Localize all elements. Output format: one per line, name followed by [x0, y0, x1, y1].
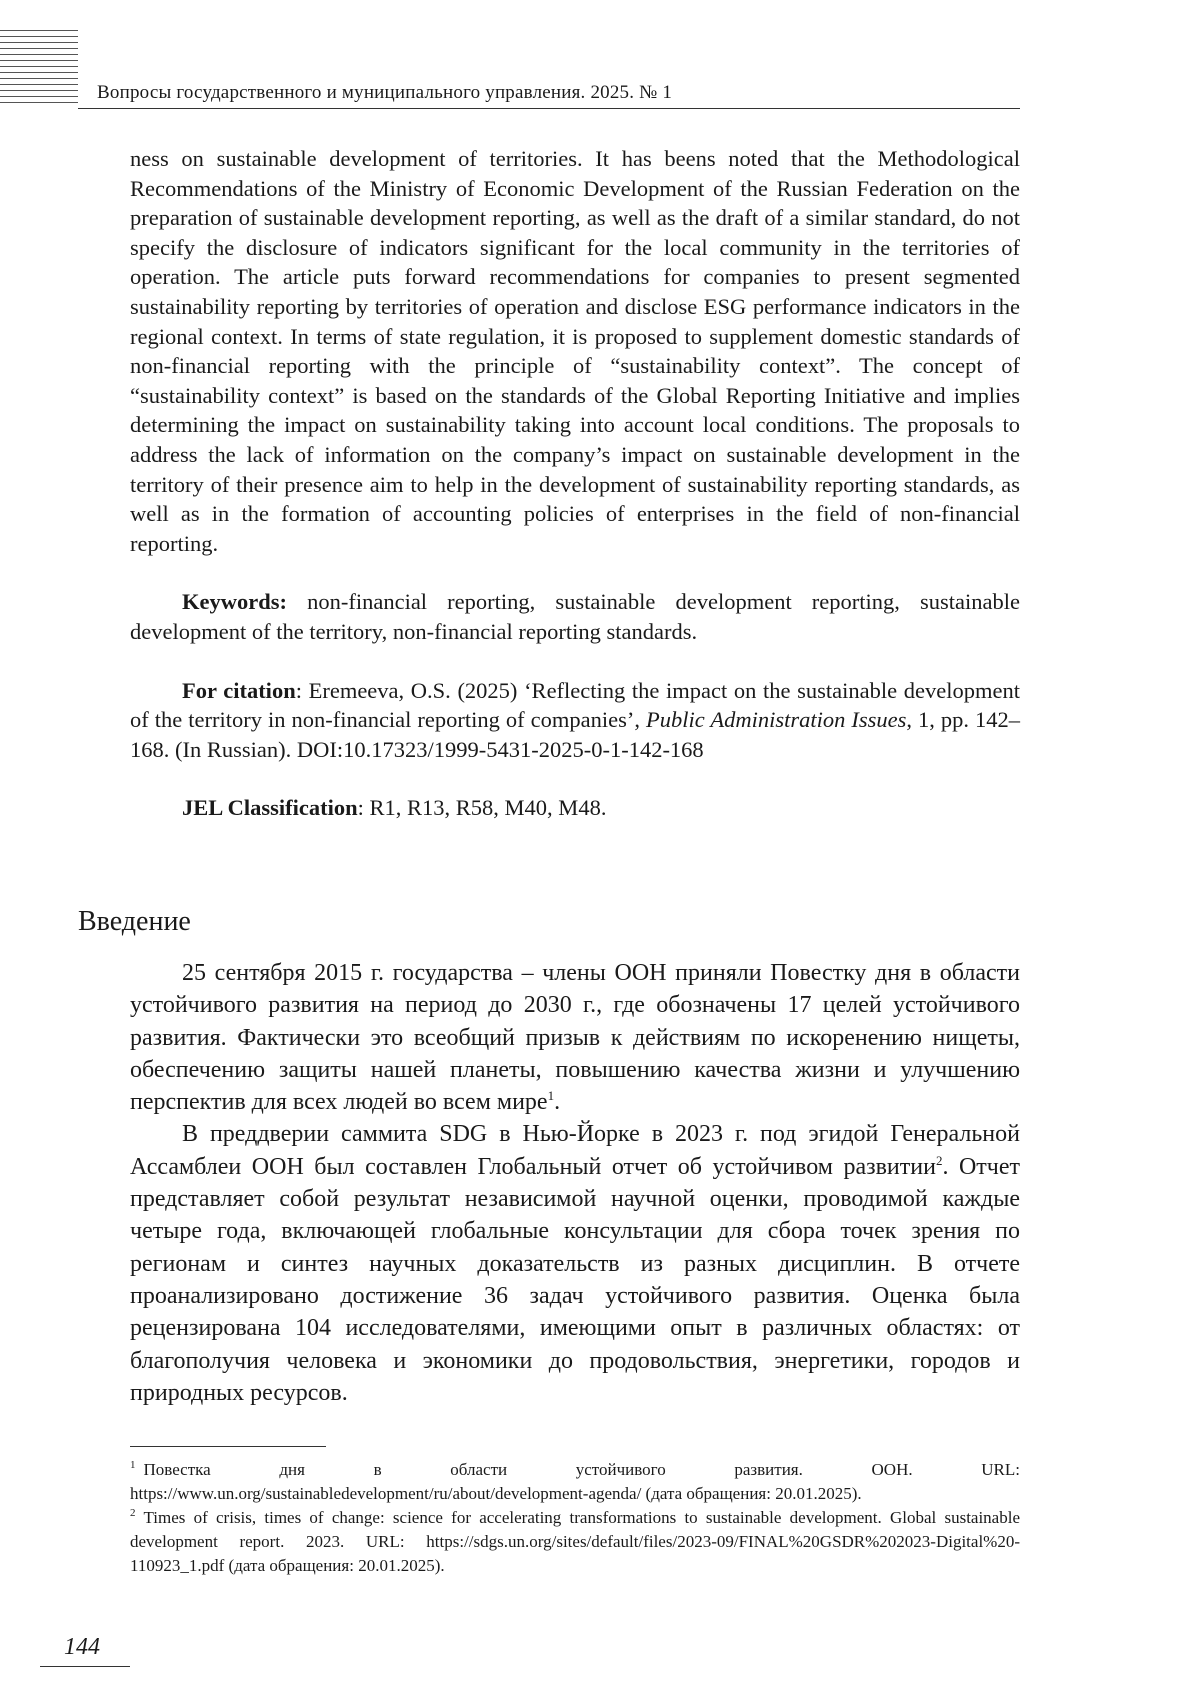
- footnote-rule: [130, 1446, 326, 1447]
- section-title: Введение: [78, 906, 191, 937]
- body-paragraph-2-rest: . Отчет представляет собой результат независимой научной оценки, проводимой каждые четыре года, включающей глобальные консультации для сбора точек зрения по регионам и синтез научных доказательств из разных дисциплин. В отчете проанализировано достижение 36 задач устойчивого развития. Оценка была рецензирована 104 исследователями, имеющими опыт в различных областях: от благополучия человека и экономики до продовольствия, энергетики, городов и природных ресурсов.: [130, 1153, 1021, 1406]
- header-decoration-lines: [0, 30, 78, 106]
- body-paragraph-1-end: .: [554, 1089, 561, 1116]
- citation-label: For citation: [182, 677, 296, 703]
- footnote-text: Times of crisis, times of change: science for accelerating transformations to sustainable development. Global sustainable development report. 2023. URL: https://sdgs.un.org/sites/default/files/2023-09/FINAL%20GSDR%202023-Digital%20-110923_1.pdf (дата обращения: 20.01.2025).: [130, 1508, 1020, 1575]
- footnotes: [130, 1458, 1020, 1578]
- citation-details: , 1, pp. 142–168. (In Russian). DOI:10.17323/1999-5431-2025-0-1-142-168: [130, 707, 1021, 762]
- keywords-text: non-financial reporting, sustainable development reporting, sustainable development of the territory, non-financial reporting standards.: [130, 589, 1020, 644]
- jel-label: JEL Classification: [182, 795, 358, 821]
- footnote-1: [130, 1458, 1020, 1506]
- page-number: 144: [64, 1634, 100, 1660]
- citation: [130, 676, 1020, 765]
- abstract-block: [130, 144, 1020, 823]
- body-paragraph-1: [130, 957, 1020, 1118]
- body-paragraph-1-text: 25 сентября 2015 г. государства – члены ООН приняли Повестку дня в области устойчивого развития на период до 2030 г., где обозначены 17 целей устойчивого развития. Фактически это всеобщий призыв к действиям по искоренению нищеты, обеспечению защиты нашей планеты, повышению качества жизни и улучшению перспектив для всех людей во всем мире: [130, 960, 1020, 1116]
- footnote-number: 1: [130, 1459, 136, 1472]
- page-number-rule: [40, 1666, 130, 1667]
- footnote-text: Повестка дня в области устойчивого развития. ООН. URL: https://www.un.org/sustainabledevelopment/ru/about/development-agenda/ (дата обращения: 20.01.2025).: [130, 1460, 1020, 1503]
- footnote-ref-1[interactable]: 1: [547, 1088, 555, 1104]
- footnote-2: [130, 1506, 1020, 1578]
- abstract-text: ness on sustainable development of territories. It has beens noted that the Methodological Recommendations of the Ministry of Economic Development of the Russian Federation on the preparation of sustainable development reporting, as well as the draft of a similar standard, do not specify the disclosure of indicators significant for the local community in the territories of operation. The article puts forward recommendations for companies to present segmented sustainability reporting by territories of operation and disclose ESG performance indicators in the regional context. In terms of state regulation, it is proposed to supplement domestic standards of non-financial reporting with the principle of “sustainability context”. The concept of “sustainability context” is based on the standards of the Global Reporting Initiative and implies determining the impact on sustainability taking into account local conditions. The proposals to address the lack of information on the company’s impact on sustainable development in the territory of their presence aim to help in the development of sustainability reporting standards, as well as in the formation of accounting policies of enterprises in the field of non-financial reporting.: [130, 146, 1020, 556]
- citation-journal: Public Administration Issues: [646, 707, 907, 733]
- running-head: Вопросы государственного и муниципального управления. 2025. № 1: [97, 82, 673, 103]
- body-text: [130, 957, 1020, 1409]
- jel-codes: : R1, R13, R58, M40, M48.: [357, 795, 607, 821]
- footnote-number: 2: [130, 1507, 136, 1520]
- body-paragraph-2: [130, 1118, 1020, 1409]
- keywords: [130, 587, 1020, 646]
- header-rule: [78, 108, 1020, 109]
- jel-classification: [130, 793, 1020, 823]
- keywords-label: Keywords:: [182, 589, 287, 615]
- footnote-ref-2[interactable]: 2: [935, 1152, 943, 1168]
- body-paragraph-2-text: В преддверии саммита SDG в Нью-Йорке в 2023 г. под эгидой Генеральной Ассамблеи ООН был составлен Глобальный отчет об устойчивом развитии: [130, 1121, 1020, 1180]
- citation-text: : Eremeeva, O.S. (2025) ‘Reflecting the impact on the sustainable development of the territory in non-financial reporting of companies’,: [130, 677, 1021, 733]
